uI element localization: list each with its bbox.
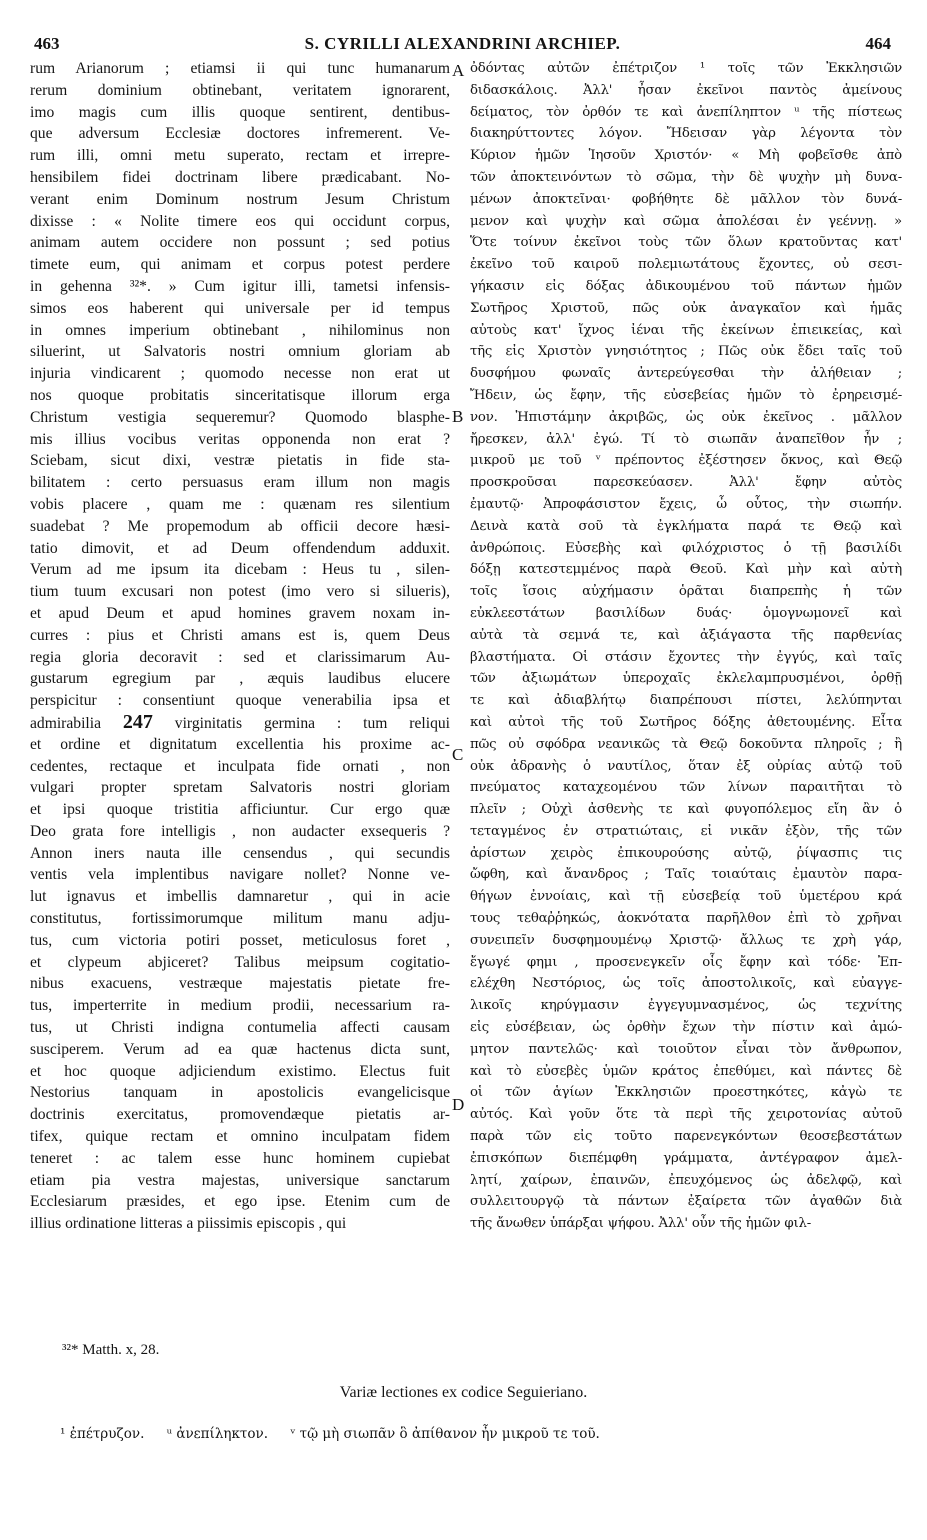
text-line: Κύριον ἡμῶν Ἰησοῦν Χριστόν· « Μὴ φοβεῖσθε ἀπὸ — [470, 148, 902, 164]
variant-reading: ᵘ ἀνεπίληκτον. — [166, 1426, 269, 1442]
text-line: μενον καὶ ψυχὴν καὶ σῶμα ἀπολέσαι ἐν γεέννῃ. » — [470, 213, 902, 229]
text-line: Christum vestigia sequeremur? Quomodo blasphe- — [30, 408, 450, 426]
text-line: Ecclesiarum præsides, et ego ipse. Etenim cum de — [30, 1193, 450, 1211]
text-line: rum illi, omni metu superato, rectam et irrepre- — [30, 147, 450, 165]
text-line: Ὅτε τοίνυν ἐκεῖνοι τοὺς τῶν ὅλων κρατοῦντας κατ' — [470, 235, 902, 251]
text-line: timete eum, qui animam et corpus potest perdere — [30, 256, 450, 274]
text-line: regia gloria decoravit : sed et clarissimarum Au- — [30, 648, 450, 666]
text-line: lut ignavus et imbellis damnaretur , qui in acie — [30, 888, 450, 906]
text-line: curres : pius et Christi amans est is, quem Deus — [30, 626, 450, 644]
text-line: νον. Ἠπιστάμην ἀκριβῶς, ὡς οὐκ ἐκεῖνος . μᾶλλον — [470, 409, 902, 425]
text-line: τῆς ἄνωθεν ὑπάρξαι ψήφου. Ἀλλ' οὖν τῆς ἡμῶν φιλ- — [470, 1216, 812, 1232]
text-line: Verum ad me ipsum ita dicebam : Heus tu , silen- — [30, 561, 450, 579]
text-line: gustarum egregium par , æquis laudibus elucere — [30, 670, 450, 688]
text-line: tus, ut Christi indigna contumelia affecti causam — [30, 1019, 450, 1037]
text-line: πῶς οὐ σφόδρα νεανικῶς τὰ Θεῷ δοκοῦντα πληροῖς ; ἢ — [470, 736, 902, 752]
text-line: cedentes, rectaque et inculpata fide ornati , non — [30, 757, 450, 775]
text-line: rerum dominium obtinebant, veritatem ignorarent, — [30, 81, 450, 99]
text-line: βλαστήματα. Οἱ στάσιν ἔχοντες τὴν ἐγγύς, καὶ ταῖς — [470, 649, 902, 665]
text-line: Δεινὰ κατὰ σοῦ τὰ ἐγκλήματα παρά τε Θεῷ καὶ — [470, 518, 902, 534]
text-line: ελέχθη Νεστόριος, ὡς τοῖς ἀποστολικοῖς, καὶ εὐαγγε- — [470, 976, 902, 992]
text-line: in omnes imperium obtinebant , nihilominus non — [30, 321, 450, 339]
text-line: καὶ αὐτοὶ τῆς τοῦ Σωτῆρος δόξης ἀθετουμένης. Εἶτα — [470, 714, 902, 730]
greek-column — [470, 58, 902, 1235]
text-line: nos quoque probitatis sinceritatisque illorum erga — [30, 386, 450, 404]
running-header — [34, 34, 891, 60]
text-line: tus, cum victoria potiri posset, meticulosus foret , — [30, 931, 450, 949]
text-line: τε καὶ ἀδιαβλήτῳ διαπρέπουσι πίστει, λελύπηνται — [470, 693, 902, 709]
text-line: Σωτῆρος Χριστοῦ, πῶς οὐκ ἀναγκαῖον καὶ ἡμᾶς — [470, 300, 902, 316]
text-line: vobis placere , quam me : quænam res silentium — [30, 495, 450, 513]
text-line: ventis vela implentibus navigare nollet? Nonne ve- — [30, 866, 450, 884]
margin-marker-a: A — [452, 61, 465, 80]
footnote: ³²* Matth. x, 28. — [62, 1342, 160, 1358]
text-line: λικοῖς κηρύγμασιν ἐγγεγυμνασμένος, ὡς τεχνίτης — [470, 998, 902, 1014]
text-line: dixisse : « Nolite timere eos qui occidunt corpus, — [30, 212, 450, 230]
text-line: bilitatem : certo persuasus eram illum non magis — [30, 474, 450, 492]
text-line: καὶ τὸ εὐσεβὲς ὑμῶν κράτος ἐπεθύμει, καὶ πάντες δὲ — [470, 1063, 902, 1079]
text-line: susciperem. Verum ad ea quæ hactenus dicta sunt, — [30, 1040, 450, 1058]
text-line: et clypeum abjiceret? Talibus meipsum cogitatio- — [30, 953, 450, 971]
column-page-number: 247 — [122, 711, 153, 733]
page-number-right: 464 — [865, 34, 891, 53]
text-line: ἐπισκόπων διεπέμφθη γράμματα, ἀντέγραφον ἀμελ- — [470, 1150, 902, 1166]
text-line: tatio dimovit, et ad Deum offendendum adduxit. — [30, 539, 450, 557]
text-line: hensibilem fidei doctrinam libere prædicabant. No- — [30, 168, 450, 186]
text-line: αὐτοὺς κατ' ἴχνος ἰέναι τῆς ἐκείνων ἐπιεικείας, καὶ — [470, 322, 902, 338]
text-line: injuria vindicarent ; quomodo necesse non erat ut — [30, 365, 450, 383]
latin-column — [30, 58, 450, 1235]
text-line: πνεύματος καταχεομένου τῶν λίνων παραιτῆται τὸ — [470, 780, 902, 796]
text-line: δυσφήμου φωναῖς ἀντερεύγεσθαι τὴν ἀλήθειαν ; — [470, 366, 902, 382]
text-line: δείματος, τὸν ὀρθόν τε καὶ ἀνεπίληπτον ᵘ τῆς πίστεως — [470, 104, 902, 120]
text-line: et ordine et dignitatum excellentia his proxime ac- — [30, 735, 450, 753]
text-line: εὐκλεεστάτων βασιλίδων δυάς· ὁμογνωμονεῖ καὶ — [470, 605, 902, 621]
text-line: λητί, χαίρων, ἐπαινῶν, ἐπευχόμενος ὡς ἀδελφῷ, καὶ — [470, 1172, 902, 1188]
text-line: vulgari propter spretam Salvatoris nostri gloriam — [30, 779, 450, 797]
text-line: τοῖς ἴσοις αὐχήμασιν ὁρᾶται διαπρεπὴς ἡ τῶν — [470, 584, 902, 600]
text-line: simos eos haberent qui universale per id tempus — [30, 299, 450, 317]
text-line: suadebat ? Me propemodum ab officii decore hæsi- — [30, 517, 450, 535]
text-line: μητον παντελῶς· καὶ τοιοῦτον εἶναι τὸν ἄνθρωπον, — [470, 1041, 902, 1057]
margin-marker-c: C — [452, 745, 464, 764]
text-line: ἐκεῖνο τοῦ καιροῦ πολεμιωτάτους ἔχοντες, οὐ σεσι- — [470, 257, 902, 273]
text-line: θήγων ἐννοίαις, καὶ τῇ εὐσεβείᾳ τοῦ ὑμετέρου κρά — [470, 889, 902, 905]
text-line: illius ordinatione litteras a piissimis episcopis , qui — [30, 1215, 347, 1233]
text-line: admirabilia 247 virginitatis germina : tum reliqui — [30, 711, 450, 733]
text-line: etiam pia vestra majestas, universique sanctarum — [30, 1171, 450, 1189]
text-line: τῶν ἀποκτεινόντων τὸ σῶμα, τὴν δὲ ψυχὴν μὴ δυνα- — [470, 169, 902, 185]
text-line: Annon iners nauta ille censendus , qui secundis — [30, 844, 450, 862]
text-line: Nestorius tanquam in apostolicis evangelicisque — [30, 1084, 450, 1102]
text-line: nibus exacuens, vestræque majestatis pietate fre- — [30, 975, 450, 993]
text-line: Deo grata fore intelligis , non audacter exsequeris ? — [30, 822, 450, 840]
text-line: in gehenna ³²*. » Cum igitur illi, tametsi infensis- — [30, 277, 450, 295]
text-line: οἱ τῶν ἁγίων Ἐκκλησιῶν προεστηκότες, κἀγὼ τε — [470, 1085, 902, 1101]
text-line: συνειπεῖν δυσφημουμένῳ Χριστῷ· ἄλλως τε χρὴ γάρ, — [470, 932, 902, 948]
text-line: διακηρύττοντες λόγον. Ἤδεισαν γὰρ λέγοντα τὸν — [470, 126, 902, 142]
text-line: εἰς εὐσέβειαν, ὡς ὀρθὴν ἔχων τὴν πίστιν καὶ ἀμώ- — [470, 1020, 902, 1036]
text-line: mis illius vocibus veritas opponenda non erat ? — [30, 430, 450, 448]
text-line: imo magis cum illis quoque sentirent, dentibus- — [30, 103, 450, 121]
text-line: αὐτὰ τὰ σεμνά τε, καὶ ἀξιάγαστα τῆς παρθενίας — [470, 627, 902, 643]
variant-reading: ᵛ τῷ μὴ σιωπᾶν ὃ ἀπίθανον ἦν μικροῦ τε τοῦ. — [290, 1426, 600, 1442]
text-line: et hoc quoque adjiciendum existimo. Electus fuit — [30, 1062, 450, 1080]
text-line: τεταγμένος ἐν στρατιώταις, εἰ νικᾶν ἐξὸν, τῆς τῶν — [470, 823, 902, 839]
text-line: tus, imperterrite in medium prodii, necessarium ra- — [30, 997, 450, 1015]
text-line: que adversum Ecclesiæ doctores infremerent. Ve- — [30, 125, 450, 143]
text-line: ἀνθρώποις. Εὐσεβὴς καὶ φιλόχριστος ὁ τῇ βασιλίδι — [470, 540, 902, 556]
text-line: constitutus, fortissimorumque militum manu adju- — [30, 910, 450, 928]
text-line: et apud Deum et apud homines gravem noxam in- — [30, 604, 450, 622]
text-line: tifex, quique rectam et omnino inculpatam fidem — [30, 1128, 450, 1146]
page-number-left: 463 — [34, 34, 60, 53]
text-line: δόξῃ κατεστεμμένος παρὰ Θεοῦ. Καὶ μὴν καὶ αὐτὴ — [470, 562, 902, 578]
text-line: animam autem occidere non possunt ; sed potius — [30, 234, 450, 252]
text-line: siluerint, ut Salvatoris nostri omnium gloriam ab — [30, 343, 450, 361]
text-line: τῆς εἰς Χριστὸν γνησιότητος ; Πῶς οὐκ ἔδει ταῖς τοῦ — [470, 344, 902, 360]
text-line: πλεῖν ; Οὐχὶ ἀσθενὴς τε καὶ φυγοπόλεμος εἴη ἂν ὁ — [470, 802, 902, 818]
text-line: τῶν ἀξιωμάτων ὑπεροχαῖς ἐκλελαμπρυσμένοι, ὀρθῇ — [470, 671, 902, 687]
text-line: ἐμαυτῷ· Ἀπροφάσιστον ἔχεις, ὦ οὗτος, τὴν σιωπήν. — [470, 496, 902, 512]
text-line: Ἤδειν, ὡς ἔφην, τῆς εὐσεβείας ἡμῶν τὸ ἐρηρεισμέ- — [470, 387, 902, 403]
variant-reading: ¹ ἐπέτρυζον. — [60, 1426, 145, 1442]
running-title: S. CYRILLI ALEXANDRINI ARCHIEP. — [304, 34, 621, 53]
text-line: tium tuum excusari non potest (imo vero si silueris), — [30, 583, 450, 601]
text-line: teneret : ac talem esse hunc hominem cupiebat — [30, 1149, 450, 1167]
text-line: διδασκάλοις. Ἀλλ' ἦσαν ἐκεῖνοι παντὸς ἀμείνους — [470, 82, 902, 98]
text-line: αὐτός. Καὶ γοῦν ὅτε τὰ περὶ τῆς χειροτονίας αὐτοῦ — [470, 1107, 902, 1123]
text-line: προσκροῦσαι παρεσκεύασεν. Ἀλλ' ἔφην αὐτὸς — [470, 475, 902, 491]
text-line: rum Arianorum ; etiamsi ii qui tunc humanarum — [30, 60, 450, 77]
text-line: ὤφθη, καὶ ἄνανδρος ; Ταῖς τοιαύταις ἐμαυτὸν παρα- — [470, 867, 902, 883]
margin-marker-d: D — [452, 1095, 465, 1114]
text-line: οὐκ ἀδρανὴς ὁ ναυτίλος, ὅταν ἐξ οὐρίας αὐτῷ τοῦ — [470, 758, 902, 774]
text-line: Sciebam, sicut dixi, vestræ pietatis in fide sta- — [30, 452, 450, 470]
text-line: συλλειτουργῷ τὰ πάντων ἐξαίρετα τῶν ἀγαθῶν διὰ — [470, 1194, 902, 1210]
text-line: γήκασιν εἰς δόξας ἀδικουμένου τοῦ πάντων ἡμῶν — [470, 278, 902, 294]
variant-readings — [60, 1426, 618, 1442]
text-line: perspicitur : consentiunt quoque venerabilia ipsa et — [30, 692, 450, 710]
text-line: μικροῦ με τοῦ ᵛ πρέποντος ἐξέστησεν ὄκνος, καὶ Θεῷ — [470, 453, 902, 469]
text-line: ἤρεσκεν, ἀλλ' ἐγώ. Τί τὸ σιωπᾶν ἀναπεῖθον ἦν ; — [470, 431, 902, 447]
variant-readings-title: Variæ lectiones ex codice Seguieriano. — [339, 1384, 588, 1401]
text-line: et ipsi quoque tristitia afficiuntur. Cur ergo quæ — [30, 801, 450, 819]
text-line: ἀρίστων χειρὸς ἐπικουρούσης αὐτῷ, ῥίψασπις τις — [470, 845, 902, 861]
text-line: ὀδόντας αὐτῶν ἐπέτριζον ¹ τοῖς τῶν Ἐκκλησιῶν — [470, 61, 902, 76]
text-line: παρὰ τῶν εἰς τοῦτο παρενεγκόντων θεοσεβεστάτων — [470, 1129, 902, 1145]
margin-marker-b: B — [452, 407, 464, 426]
text-line: ἔγωγέ φημι , προσενεγκεῖν οἷς ἔφην καὶ τόδε· Ἐπ- — [470, 954, 902, 970]
text-line: verant enim Dominum nostrum Jesum Christum — [30, 190, 450, 208]
text-line: doctrinis exercitatus, promovendæque pietatis ar- — [30, 1106, 450, 1124]
text-line: μένων ἀποκτεῖναι· φοβήθητε δὲ μᾶλλον τὸν δυνά- — [470, 191, 902, 207]
text-line: τους τεθαῤῥηκώς, ἀοκνότατα παρῆλθον ἐπὶ τὸ χρῆναι — [470, 911, 902, 927]
